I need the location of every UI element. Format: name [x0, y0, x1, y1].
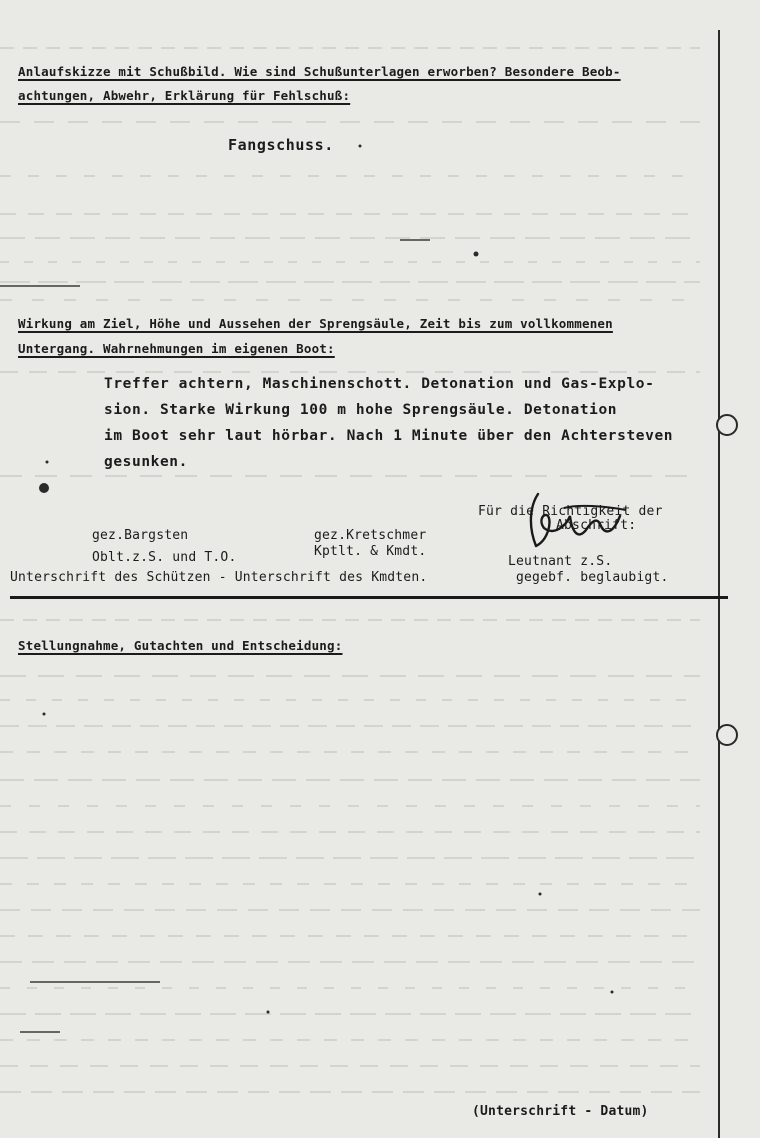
- certified-label: gegebf. beglaubigt.: [516, 570, 669, 585]
- commander-rank: Kptlt. & Kmdt.: [314, 544, 427, 559]
- signature-labels: Unterschrift des Schützen - Unterschrift des Kmdten.: [10, 570, 428, 585]
- shooter-rank: Oblt.z.S. und T.O.: [92, 550, 237, 565]
- section-divider: [10, 596, 728, 599]
- right-margin-rule: [718, 30, 720, 1138]
- section2-body-line3: im Boot sehr laut hörbar. Nach 1 Minute über den Achtersteven: [104, 428, 674, 444]
- section1-heading-line1: Anlaufskizze mit Schußbild. Wie sind Schußunterlagen erworben? Besondere Beob-: [18, 64, 621, 79]
- certifier-rank: Leutnant z.S.: [508, 554, 613, 569]
- section2-heading-line2: Untergang. Wahrnehmungen im eigenen Boot:: [18, 341, 335, 356]
- section1-entry: Fangschuss.: [228, 136, 334, 154]
- section2-body-line2: sion. Starke Wirkung 100 m hohe Sprengsäule. Detonation: [104, 402, 618, 418]
- signature-date-label: (Unterschrift - Datum): [472, 1104, 649, 1119]
- certification-line2: Abschrift:: [556, 518, 637, 533]
- section2-body-line1: Treffer achtern, Maschinenschott. Detonation und Gas-Explo-: [104, 376, 655, 392]
- punch-hole-lower: [716, 724, 738, 746]
- section2-body-line4: gesunken.: [104, 454, 188, 470]
- commander-name: gez.Kretschmer: [314, 528, 427, 543]
- section1-heading-line2: achtungen, Abwehr, Erklärung für Fehlschuß:: [18, 88, 351, 103]
- handwritten-signature: [508, 486, 638, 566]
- section3-heading: Stellungnahme, Gutachten und Entscheidung:: [18, 638, 343, 653]
- punch-hole-upper: [716, 414, 738, 436]
- section2-heading-line1: Wirkung am Ziel, Höhe und Aussehen der Sprengsäule, Zeit bis zum vollkommenen: [18, 316, 613, 331]
- shooter-name: gez.Bargsten: [92, 528, 189, 543]
- certification-line1: Für die Richtigkeit der: [478, 504, 663, 519]
